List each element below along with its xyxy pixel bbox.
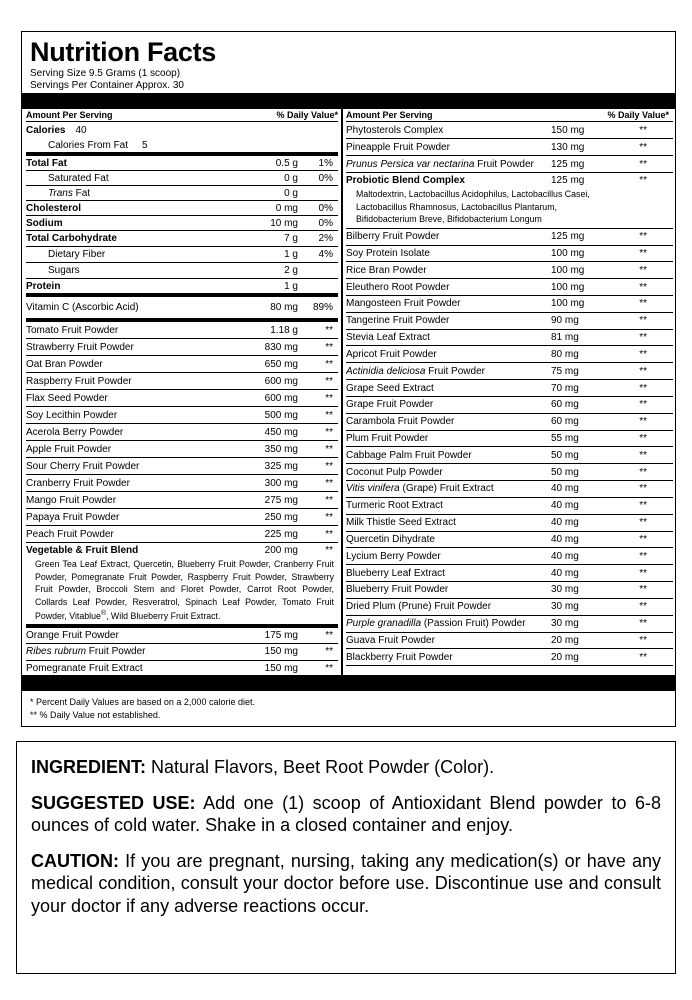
ingredient-name: Grape Seed Extract xyxy=(346,382,434,394)
ingredient-name: Sour Cherry Fruit Powder xyxy=(26,460,140,472)
ingredient-row xyxy=(26,390,338,407)
ingredient-dv: ** xyxy=(325,511,333,523)
ingredient-name: Blackberry Fruit Powder xyxy=(346,651,453,663)
ingredient-row xyxy=(346,515,673,532)
caution-text: If you are pregnant, nursing, taking any medication(s) or have any medical condition, consult your doctor before use. Discontinue use and consult your doctor if any adverse reactions occur. xyxy=(31,850,661,916)
ingredient-name: Eleuthero Root Powder xyxy=(346,281,450,293)
ingredient-row xyxy=(346,296,673,313)
ingredient-row xyxy=(26,492,338,509)
purple-granadilla-row: Purple granadilla (Passion Fruit) Powder 30 mg ** xyxy=(346,616,673,633)
vitis-vinifera-row: Vitis vinifera (Grape) Fruit Extract 40 mg ** xyxy=(346,481,673,498)
ingredient-row xyxy=(346,414,673,431)
ingredient-dv: ** xyxy=(325,494,333,506)
ingredient-name: Grape Fruit Powder xyxy=(346,399,434,411)
ingredient-dv: ** xyxy=(325,443,333,455)
ingredient-amount: 55 mg xyxy=(551,432,579,444)
ingredient-amount: 600 mg xyxy=(264,392,298,404)
right-ingredient-list-a xyxy=(346,229,673,363)
ingredient-row xyxy=(346,548,673,565)
ingredient-name: Tomato Fruit Powder xyxy=(26,324,119,336)
ingredient-row xyxy=(346,397,673,414)
ingredient-name: Turmeric Root Extract xyxy=(346,500,443,512)
servings-per-container: Servings Per Container Approx. 30 xyxy=(30,80,184,91)
ingredient-amount: 90 mg xyxy=(551,315,579,327)
ingredient-name: Tangerine Fruit Powder xyxy=(346,315,450,327)
probiotic-ingredients: Maltodextrin, Lactobacillus Acidophilus, Lactobacillus Casei, Lactobacillus Rhamnosus, Lactobacillus Plantarum, Bifidobacterium Breve, Bifidobacterium Longum xyxy=(346,188,673,229)
ingredient-amount: 50 mg xyxy=(551,449,579,461)
ingredient-name: Lycium Berry Powder xyxy=(346,550,441,562)
ingredient-dv: ** xyxy=(639,382,647,394)
ingredient-amount: 30 mg xyxy=(551,584,579,596)
usage-info-panel xyxy=(16,741,676,974)
left-column xyxy=(26,109,338,675)
ingredient-dv: ** xyxy=(639,517,647,529)
bottom-divider-bar xyxy=(22,675,675,691)
left-ingredient-list xyxy=(26,322,338,543)
saturated-fat-row: Saturated Fat 0 g 0% xyxy=(26,171,338,186)
ingredient-row xyxy=(346,633,673,650)
ingredient-name: Strawberry Fruit Powder xyxy=(26,341,134,353)
ingredient-name: Guava Fruit Powder xyxy=(346,634,435,646)
ingredient-amount: 40 mg xyxy=(551,567,579,579)
sugars-row: Sugars 2 g xyxy=(26,263,338,279)
right-column-header: Amount Per Serving % Daily Value* xyxy=(346,109,673,122)
vegetable-fruit-blend-row: Vegetable & Fruit Blend 200 mg ** xyxy=(26,545,333,556)
calories-label: Calories xyxy=(26,125,66,136)
ingredient-dv: ** xyxy=(639,247,647,259)
ingredient-row xyxy=(26,441,338,458)
ingredient-dv: ** xyxy=(639,533,647,545)
carbohydrate-row: Total Carbohydrate 7 g 2% xyxy=(26,231,338,247)
prunus-persica-row: Prunus Persica var nectarina Fruit Powder 125 mg ** xyxy=(346,156,673,173)
ingredient-amount: 80 mg xyxy=(551,348,579,360)
ingredient-amount: 275 mg xyxy=(264,494,298,506)
ingredient-row xyxy=(346,498,673,515)
ingredient-name: Coconut Pulp Powder xyxy=(346,466,443,478)
calories-value: 40 xyxy=(75,125,87,136)
ingredient-row xyxy=(346,380,673,397)
ingredient-amount: 30 mg xyxy=(551,601,579,613)
ingredient-name: Bilberry Fruit Powder xyxy=(346,231,440,243)
ingredient-amount: 250 mg xyxy=(264,511,298,523)
calories-from-fat-label: Calories From Fat xyxy=(48,140,129,151)
ingredient-name: Cabbage Palm Fruit Powder xyxy=(346,449,472,461)
ingredient-name: Stevia Leaf Extract xyxy=(346,331,430,343)
ingredient-amount: 60 mg xyxy=(551,416,579,428)
ingredient-dv: ** xyxy=(325,341,333,353)
ingredient-name: Quercetin Dihydrate xyxy=(346,533,435,545)
suggested-use-paragraph xyxy=(31,792,661,837)
ingredient-dv: ** xyxy=(639,281,647,293)
ingredient-amount: 40 mg xyxy=(551,533,579,545)
ingredient-text: Natural Flavors, Beet Root Powder (Color). xyxy=(146,757,495,777)
ingredient-row xyxy=(26,526,338,543)
ingredient-dv: ** xyxy=(325,324,333,336)
caution-paragraph xyxy=(31,850,661,918)
ingredient-dv: ** xyxy=(639,567,647,579)
ingredient-row xyxy=(346,330,673,347)
ingredient-amount: 40 mg xyxy=(551,500,579,512)
ingredient-amount: 100 mg xyxy=(551,247,585,259)
ingredient-amount: 100 mg xyxy=(551,298,585,310)
ingredient-row xyxy=(346,599,673,616)
ingredient-row xyxy=(346,649,673,666)
actinidia-row: Actinidia deliciosa Fruit Powder 75 mg ** xyxy=(346,363,673,380)
ingredient-amount: 325 mg xyxy=(264,460,298,472)
ingredient-name: Papaya Fruit Powder xyxy=(26,511,120,523)
nutrition-facts-panel xyxy=(21,31,676,727)
right-ingredient-list-b xyxy=(346,380,673,481)
ingredient-amount: 1.18 g xyxy=(270,324,298,336)
ingredient-name: Peach Fruit Powder xyxy=(26,528,114,540)
ingredient-amount: 500 mg xyxy=(264,409,298,421)
ingredient-row xyxy=(346,279,673,296)
ingredient-name: Cranberry Fruit Powder xyxy=(26,477,130,489)
ingredient-name: Raspberry Fruit Powder xyxy=(26,375,132,387)
ingredient-amount: 20 mg xyxy=(551,634,579,646)
ingredient-name: Rice Bran Powder xyxy=(346,264,427,276)
ingredient-row xyxy=(346,262,673,279)
protein-row: Protein 1 g xyxy=(26,279,338,297)
ingredient-amount: 50 mg xyxy=(551,466,579,478)
caution-label: CAUTION: xyxy=(31,850,119,871)
ingredient-row xyxy=(26,424,338,441)
orange-fruit-row: Orange Fruit Powder 175 mg ** xyxy=(26,628,338,644)
ingredient-dv: ** xyxy=(639,466,647,478)
ingredient-row xyxy=(346,582,673,599)
ingredient-dv: ** xyxy=(639,399,647,411)
page-title: Nutrition Facts xyxy=(30,37,217,67)
ingredient-dv: ** xyxy=(639,432,647,444)
ingredient-dv: ** xyxy=(639,550,647,562)
serving-size: Serving Size 9.5 Grams (1 scoop) xyxy=(30,68,181,79)
ingredient-name: Soy Protein Isolate xyxy=(346,247,430,259)
column-divider xyxy=(341,109,343,675)
ingredient-row xyxy=(26,356,338,373)
ingredient-row xyxy=(26,509,338,526)
ingredient-label: INGREDIENT: xyxy=(31,757,147,777)
ingredient-dv: ** xyxy=(639,601,647,613)
total-fat-row: Total Fat 0.5 g 1% xyxy=(26,156,338,171)
ingredient-dv: ** xyxy=(639,264,647,276)
ingredient-dv: ** xyxy=(639,651,647,663)
ingredient-name: Oat Bran Powder xyxy=(26,358,103,370)
ingredient-amount: 450 mg xyxy=(264,426,298,438)
blend-ingredients: Green Tea Leaf Extract, Quercetin, Blueberry Fruit Powder, Cranberry Fruit Powder, Pomegranate Fruit Powder, Raspberry Fruit Powder, Strawberry Fruit Powder, Broccoli Stem and Floret Powder, Carrot Root Powder, Collards Leaf Powder, Resveratrol, Spinach Leaf Powder, Tomato Fruit Powder, Vitablue®, Wild Blueberry Fruit Extract. xyxy=(26,558,338,628)
ingredient-amount: 60 mg xyxy=(551,399,579,411)
ingredient-amount: 81 mg xyxy=(551,331,579,343)
vitamin-c-row: Vitamin C (Ascorbic Acid) 80 mg 89% xyxy=(26,297,338,322)
right-ingredient-list-d xyxy=(346,633,673,667)
ingredient-dv: ** xyxy=(639,231,647,243)
ingredient-amount: 600 mg xyxy=(264,375,298,387)
ingredient-name: Plum Fruit Powder xyxy=(346,432,429,444)
ingredient-name: Apricot Fruit Powder xyxy=(346,348,437,360)
ingredient-row xyxy=(346,464,673,481)
ingredient-amount: 350 mg xyxy=(264,443,298,455)
ingredient-row xyxy=(26,458,338,475)
footnote-dv-not-established: ** % Daily Value not established. xyxy=(30,710,161,720)
pineapple-row: Pineapple Fruit Powder 130 mg ** xyxy=(346,139,673,156)
ingredient-name: Mango Fruit Powder xyxy=(26,494,117,506)
phytosterols-row: Phytosterols Complex 150 mg ** xyxy=(346,122,673,139)
ingredient-row xyxy=(346,532,673,549)
ingredient-row xyxy=(346,565,673,582)
ingredient-dv: ** xyxy=(639,584,647,596)
ingredient-dv: ** xyxy=(639,298,647,310)
right-ingredient-list-c xyxy=(346,498,673,616)
ingredient-name: Acerola Berry Powder xyxy=(26,426,124,438)
ingredient-dv: ** xyxy=(639,315,647,327)
ingredient-row xyxy=(346,229,673,246)
ingredient-dv: ** xyxy=(639,416,647,428)
ingredient-amount: 100 mg xyxy=(551,281,585,293)
ingredient-name: Soy Lecithin Powder xyxy=(26,409,118,421)
ingredient-dv: ** xyxy=(325,375,333,387)
ingredient-amount: 70 mg xyxy=(551,382,579,394)
dietary-fiber-row: Dietary Fiber 1 g 4% xyxy=(26,247,338,263)
ingredient-dv: ** xyxy=(639,500,647,512)
ingredient-row xyxy=(346,313,673,330)
ingredient-amount: 40 mg xyxy=(551,550,579,562)
pomegranate-extract-row: Pomegranate Fruit Extract 150 mg ** xyxy=(26,661,338,678)
ingredient-row xyxy=(26,407,338,424)
ingredient-amount: 100 mg xyxy=(551,264,585,276)
calories-from-fat-row xyxy=(26,139,338,156)
ingredient-name: Blueberry Leaf Extract xyxy=(346,567,445,579)
calories-from-fat-value: 5 xyxy=(142,140,148,151)
ingredient-dv: ** xyxy=(325,477,333,489)
ingredient-name: Milk Thistle Seed Extract xyxy=(346,517,456,529)
ingredient-amount: 225 mg xyxy=(264,528,298,540)
ingredient-amount: 300 mg xyxy=(264,477,298,489)
left-column-header xyxy=(26,109,338,122)
suggested-use-text: Add one (1) scoop of Antioxidant Blend powder to 6-8 ounces of cold water. Shake in a closed container and enjoy. xyxy=(31,792,661,835)
probiotic-blend-row: Probiotic Blend Complex 125 mg ** xyxy=(346,175,647,186)
ingredient-dv: ** xyxy=(325,409,333,421)
ingredient-dv: ** xyxy=(639,331,647,343)
sodium-row: Sodium 10 mg 0% xyxy=(26,216,338,231)
ingredient-dv: ** xyxy=(325,358,333,370)
ingredient-row xyxy=(346,447,673,464)
ingredient-row xyxy=(26,322,338,339)
ingredient-amount: 830 mg xyxy=(264,341,298,353)
ingredient-name: Blueberry Fruit Powder xyxy=(346,584,449,596)
ingredient-dv: ** xyxy=(639,449,647,461)
right-column xyxy=(346,109,673,675)
ingredient-row xyxy=(346,246,673,263)
header-amount-label: Amount Per Serving xyxy=(26,110,113,120)
ingredient-paragraph xyxy=(31,756,661,779)
header-dv-label: % Daily Value* xyxy=(276,110,338,120)
ingredient-name: Flax Seed Powder xyxy=(26,392,108,404)
ingredient-amount: 40 mg xyxy=(551,517,579,529)
footnote-percent-dv: * Percent Daily Values are based on a 2,000 calorie diet. xyxy=(30,697,255,707)
ingredient-dv: ** xyxy=(325,392,333,404)
ingredient-amount: 20 mg xyxy=(551,651,579,663)
ingredient-row xyxy=(26,339,338,356)
calories-row xyxy=(26,122,338,139)
ingredient-amount: 125 mg xyxy=(551,231,585,243)
ingredient-row xyxy=(26,373,338,390)
ingredient-row xyxy=(26,475,338,492)
ingredient-amount: 650 mg xyxy=(264,358,298,370)
suggested-use-label: SUGGESTED USE: xyxy=(31,792,196,813)
ingredient-name: Dried Plum (Prune) Fruit Powder xyxy=(346,601,492,613)
ingredient-dv: ** xyxy=(325,460,333,472)
cholesterol-row: Cholesterol 0 mg 0% xyxy=(26,201,338,216)
ingredient-dv: ** xyxy=(639,348,647,360)
ingredient-name: Carambola Fruit Powder xyxy=(346,416,455,428)
ingredient-name: Apple Fruit Powder xyxy=(26,443,112,455)
trans-fat-row: Trans Fat 0 g xyxy=(26,186,338,201)
top-divider-bar xyxy=(22,93,675,109)
ingredient-dv: ** xyxy=(325,426,333,438)
ribes-rubrum-row: Ribes rubrum Fruit Powder 150 mg ** xyxy=(26,644,338,661)
ingredient-dv: ** xyxy=(325,528,333,540)
ingredient-row xyxy=(346,346,673,363)
ingredient-row xyxy=(346,431,673,448)
ingredient-name: Mangosteen Fruit Powder xyxy=(346,298,461,310)
ingredient-dv: ** xyxy=(639,634,647,646)
